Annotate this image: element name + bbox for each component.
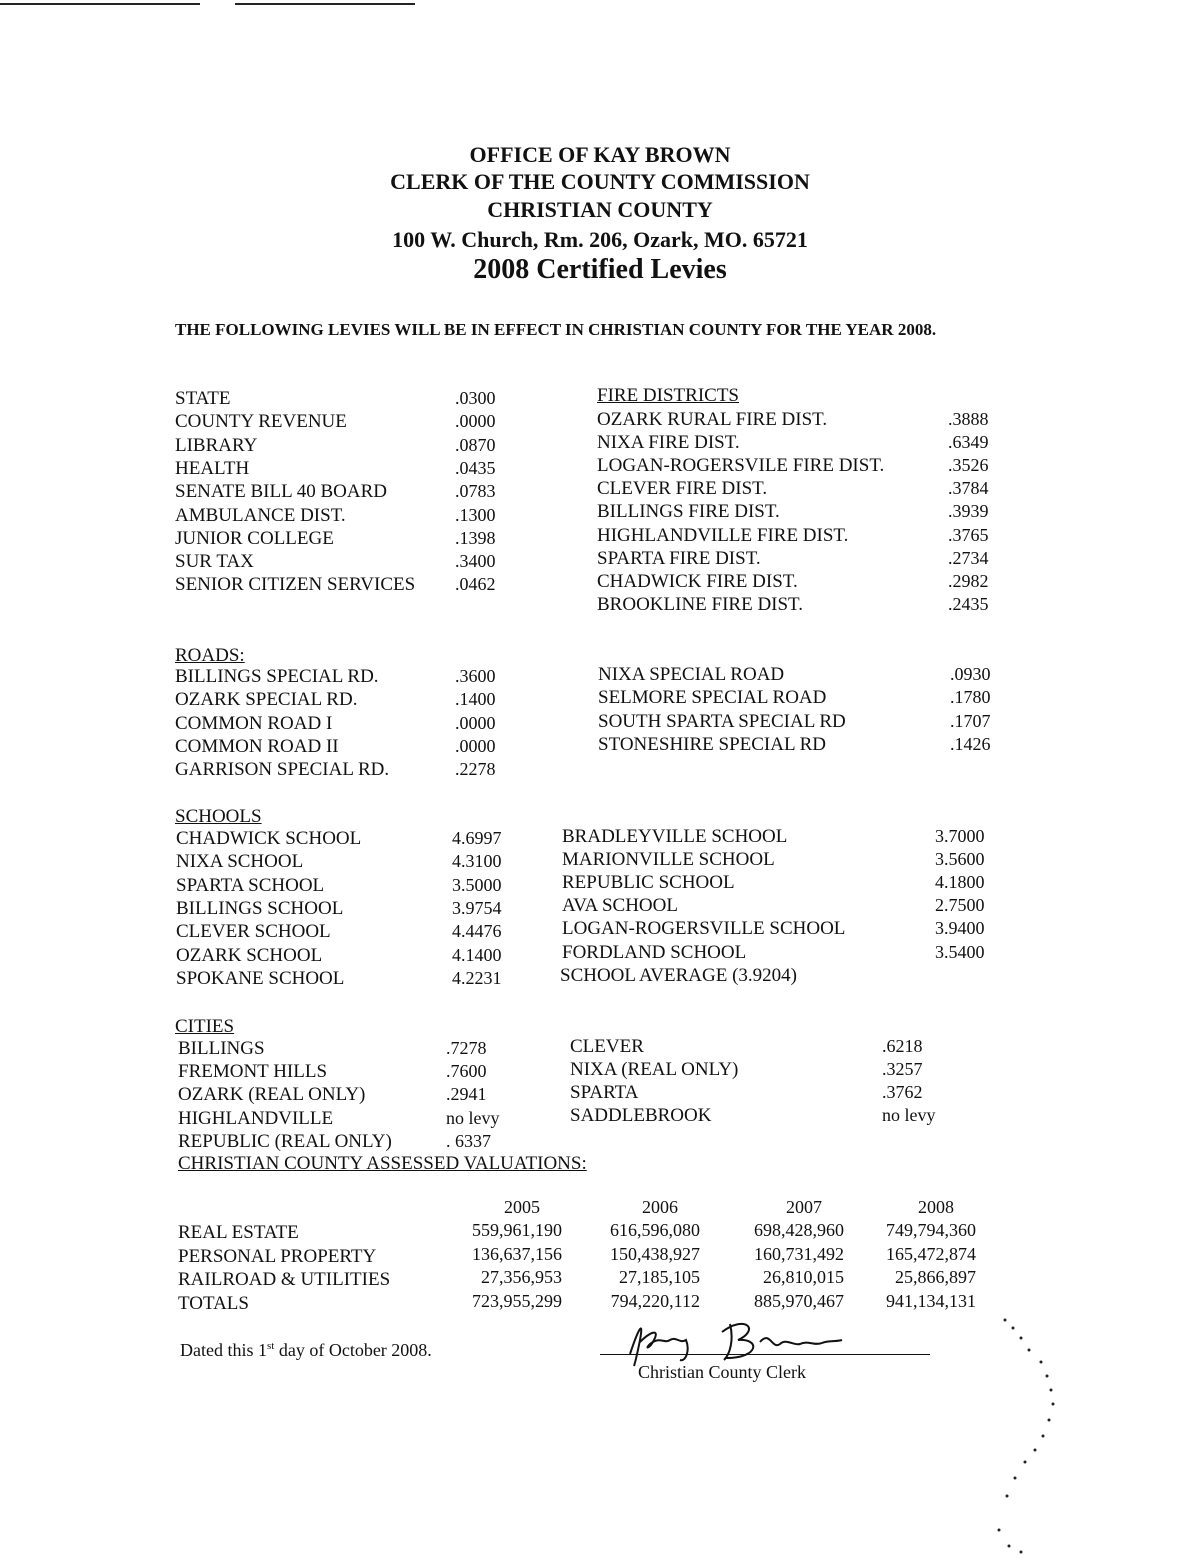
valuations-heading: CHRISTIAN COUNTY ASSESSED VALUATIONS:: [178, 1153, 587, 1174]
city-name: CLEVER: [570, 1036, 644, 1057]
valuation-year: 2007: [786, 1197, 822, 1217]
valuation-value: 749,794,360: [886, 1220, 976, 1240]
fire-district-value: .3784: [948, 478, 989, 499]
schools-heading: SCHOOLS: [175, 806, 262, 827]
signature-line: [600, 1354, 930, 1355]
school-value: 3.9754: [452, 897, 502, 918]
city-value: .7278: [446, 1038, 487, 1058]
fire-district-name: BROOKLINE FIRE DIST.: [597, 593, 804, 615]
road-value: .0000: [455, 735, 496, 756]
school-name: CLEVER SCHOOL: [176, 921, 331, 943]
city-value: .3257: [882, 1059, 923, 1080]
valuation-value: 616,596,080: [610, 1220, 700, 1240]
valuation-row-label: TOTALS: [178, 1292, 249, 1314]
fire-district-value: .3888: [948, 409, 989, 429]
city-value: .6218: [882, 1036, 923, 1056]
school-value: 2.7500: [935, 895, 985, 916]
school-name: FORDLAND SCHOOL: [562, 941, 747, 963]
school-name: REPUBLIC SCHOOL: [562, 872, 735, 894]
levy-name: JUNIOR COLLEGE: [175, 527, 334, 549]
school-value: 4.4476: [452, 921, 502, 942]
road-name: BILLINGS SPECIAL RD.: [175, 666, 379, 687]
header-office: OFFICE OF KAY BROWN: [469, 142, 731, 167]
school-name: SPOKANE SCHOOL: [176, 967, 345, 989]
city-value: no levy: [882, 1105, 936, 1126]
valuation-year: 2005: [504, 1197, 540, 1217]
school-average: SCHOOL AVERAGE (3.9204): [560, 965, 797, 986]
valuation-value: 160,731,492: [754, 1243, 844, 1264]
valuation-value: 25,866,897: [895, 1267, 976, 1287]
fire-district-name: SPARTA FIRE DIST.: [597, 547, 761, 569]
school-value: 4.6997: [452, 828, 502, 848]
school-value: 4.1400: [452, 944, 502, 965]
levy-name: SENIOR CITIZEN SERVICES: [175, 574, 416, 596]
levy-name: COUNTY REVENUE: [175, 411, 347, 433]
school-name: SPARTA SCHOOL: [176, 874, 325, 896]
levy-value: .3400: [455, 551, 496, 572]
fire-district-name: HIGHLANDVILLE FIRE DIST.: [597, 524, 849, 546]
header-county: CHRISTIAN COUNTY: [487, 197, 713, 222]
valuation-row-label: RAILROAD & UTILITIES: [178, 1269, 391, 1290]
school-name: BRADLEYVILLE SCHOOL: [562, 826, 788, 847]
valuation-value: 26,810,015: [763, 1267, 844, 1287]
levy-value: .0300: [455, 388, 496, 408]
page-title: 2008 Certified Levies: [473, 254, 727, 285]
levy-value: .1398: [455, 527, 496, 548]
clerk-title: Christian County Clerk: [638, 1362, 806, 1382]
scan-line: [235, 3, 415, 5]
fire-district-value: .3526: [948, 455, 989, 476]
levy-value: .1300: [455, 504, 496, 525]
valuation-value: 941,134,131: [886, 1290, 976, 1311]
fire-heading: FIRE DISTRICTS: [597, 385, 739, 406]
city-value: . 6337: [446, 1130, 491, 1151]
valuation-value: 27,185,105: [619, 1267, 700, 1287]
road-value: .1780: [950, 687, 991, 708]
valuation-year: 2006: [642, 1197, 678, 1217]
road-value: .1400: [455, 689, 496, 710]
school-name: LOGAN-ROGERSVILLE SCHOOL: [562, 918, 846, 940]
city-name: OZARK (REAL ONLY): [178, 1084, 366, 1106]
road-value: .0000: [455, 712, 496, 733]
levy-value: .0783: [455, 481, 496, 502]
clerk-signature: [610, 1310, 850, 1370]
fire-district-value: .3765: [948, 524, 989, 545]
levy-value: .0435: [455, 457, 496, 478]
valuation-value: 885,970,467: [754, 1290, 844, 1311]
intro-text: THE FOLLOWING LEVIES WILL BE IN EFFECT IN CHRISTIAN COUNTY FOR THE YEAR 2008.: [175, 320, 937, 339]
city-value: .3762: [882, 1082, 923, 1103]
levy-value: .0462: [455, 574, 496, 595]
levy-name: LIBRARY: [175, 434, 258, 456]
valuation-value: 150,438,927: [610, 1243, 700, 1264]
fire-district-value: .2982: [948, 570, 989, 591]
school-value: 4.2231: [452, 967, 502, 988]
levy-name: AMBULANCE DIST.: [175, 504, 346, 526]
road-name: COMMON ROAD I: [175, 712, 333, 734]
fire-district-value: .2734: [948, 547, 989, 568]
school-name: BILLINGS SCHOOL: [176, 897, 344, 919]
fire-district-name: OZARK RURAL FIRE DIST.: [597, 409, 828, 430]
fire-district-value: .6349: [948, 432, 989, 453]
city-value: .2941: [446, 1084, 487, 1105]
levy-value: .0000: [455, 411, 496, 432]
fire-district-name: CHADWICK FIRE DIST.: [597, 570, 798, 592]
road-name: SOUTH SPARTA SPECIAL RD: [598, 710, 846, 732]
valuation-row-label: REAL ESTATE: [178, 1222, 299, 1243]
school-value: 4.3100: [452, 851, 502, 872]
city-value: .7600: [446, 1061, 487, 1082]
valuation-value: 794,220,112: [610, 1290, 700, 1311]
header-address: 100 W. Church, Rm. 206, Ozark, MO. 65721: [392, 227, 808, 252]
school-value: 3.5600: [935, 849, 985, 870]
valuation-value: 136,637,156: [472, 1243, 562, 1264]
city-name: SPARTA: [570, 1082, 639, 1104]
roads-heading: ROADS:: [175, 645, 245, 666]
road-name: STONESHIRE SPECIAL RD: [598, 733, 827, 755]
valuation-value: 559,961,190: [472, 1220, 562, 1240]
road-name: OZARK SPECIAL RD.: [175, 689, 358, 711]
valuation-value: 27,356,953: [481, 1267, 562, 1287]
fire-district-name: LOGAN-ROGERSVILE FIRE DIST.: [597, 455, 885, 477]
school-value: 3.9400: [935, 918, 985, 939]
road-name: GARRISON SPECIAL RD.: [175, 759, 390, 781]
levy-name: HEALTH: [175, 457, 250, 479]
school-name: CHADWICK SCHOOL: [176, 828, 362, 849]
dated-line: Dated this 1st day of October 2008.: [180, 1340, 432, 1360]
city-name: NIXA (REAL ONLY): [570, 1059, 739, 1081]
valuation-year: 2008: [918, 1197, 954, 1217]
city-name: BILLINGS: [178, 1038, 265, 1059]
levy-name: SUR TAX: [175, 551, 254, 573]
school-value: 4.1800: [935, 872, 985, 893]
road-name: SELMORE SPECIAL ROAD: [598, 687, 827, 709]
valuation-value: 698,428,960: [754, 1220, 844, 1240]
cities-heading: CITIES: [175, 1016, 235, 1037]
city-name: FREMONT HILLS: [178, 1061, 328, 1083]
fire-district-name: BILLINGS FIRE DIST.: [597, 501, 780, 523]
valuation-value: 165,472,874: [886, 1243, 976, 1264]
levy-value: .0870: [455, 434, 496, 455]
school-value: 3.5400: [935, 941, 985, 962]
road-value: .1707: [950, 710, 991, 731]
fire-district-value: .3939: [948, 501, 989, 522]
city-name: SADDLEBROOK: [570, 1105, 712, 1127]
city-name: HIGHLANDVILLE: [178, 1107, 334, 1129]
valuation-value: 723,955,299: [472, 1290, 562, 1311]
city-value: no levy: [446, 1107, 500, 1128]
school-value: 3.5000: [452, 874, 502, 895]
scan-line: [0, 3, 200, 5]
school-name: NIXA SCHOOL: [176, 851, 304, 873]
school-name: OZARK SCHOOL: [176, 944, 323, 966]
levy-name: STATE: [175, 388, 231, 409]
fire-district-name: NIXA FIRE DIST.: [597, 432, 740, 454]
road-value: .0930: [950, 664, 991, 684]
city-name: REPUBLIC (REAL ONLY): [178, 1130, 392, 1152]
road-value: .1426: [950, 733, 991, 754]
seal-impression: [985, 1300, 1075, 1560]
road-name: NIXA SPECIAL ROAD: [598, 664, 785, 685]
fire-district-value: .2435: [948, 593, 989, 614]
road-value: .2278: [455, 759, 496, 780]
road-name: COMMON ROAD II: [175, 735, 339, 757]
road-value: .3600: [455, 666, 496, 686]
school-name: MARIONVILLE SCHOOL: [562, 849, 775, 871]
levy-name: SENATE BILL 40 BOARD: [175, 481, 387, 503]
valuation-row-label: PERSONAL PROPERTY: [178, 1245, 377, 1267]
school-value: 3.7000: [935, 826, 985, 846]
fire-district-name: CLEVER FIRE DIST.: [597, 478, 768, 500]
header-clerk: CLERK OF THE COUNTY COMMISSION: [390, 169, 810, 194]
school-name: AVA SCHOOL: [562, 895, 678, 917]
